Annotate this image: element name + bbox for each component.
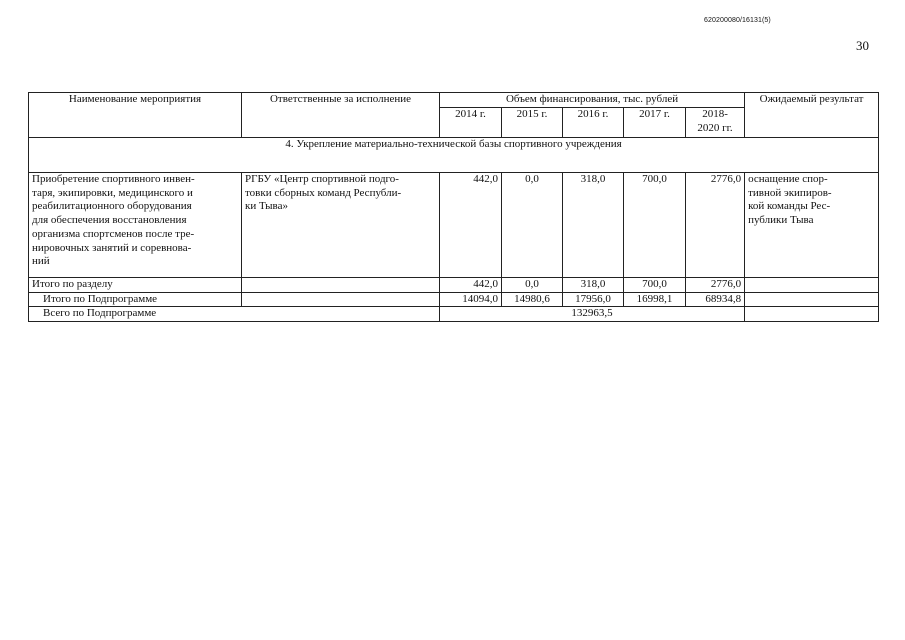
value-cell: 700,0 — [624, 277, 686, 292]
subprogram-total-row — [29, 292, 879, 307]
result-cell: оснащение спор- тивной экипиров- кой команды Рес- публики Тыва — [745, 172, 879, 277]
responsible-cell: РГБУ «Центр спортивной подго- товки сборных команд Республи- ки Тыва» — [242, 172, 440, 277]
header-event: Наименование мероприятия — [29, 93, 242, 138]
funding-table — [28, 92, 879, 322]
table-header-row — [29, 93, 879, 108]
value-cell: 68934,8 — [686, 292, 745, 307]
header-year: 2016 г. — [563, 107, 624, 137]
value-cell: 318,0 — [563, 277, 624, 292]
empty-cell — [745, 277, 879, 292]
section-title: 4. Укрепление материально-технической базы спортивного учреждения — [29, 137, 879, 172]
header-funding: Объем финансирования, тыс. рублей — [440, 93, 745, 108]
subprogram-total-label: Итого по Подпрограмме — [29, 292, 242, 307]
grand-total-value: 132963,5 — [440, 307, 745, 322]
value-cell: 318,0 — [563, 172, 624, 277]
value-cell: 442,0 — [440, 172, 502, 277]
value-cell: 14980,6 — [502, 292, 563, 307]
value-cell: 14094,0 — [440, 292, 502, 307]
value-cell: 0,0 — [502, 277, 563, 292]
empty-cell — [745, 292, 879, 307]
empty-cell — [242, 277, 440, 292]
section-total-row — [29, 277, 879, 292]
header-responsible: Ответственные за исполнение — [242, 93, 440, 138]
value-cell: 17956,0 — [563, 292, 624, 307]
header-result: Ожидаемый результат — [745, 93, 879, 138]
value-cell: 0,0 — [502, 172, 563, 277]
value-cell: 16998,1 — [624, 292, 686, 307]
section-total-label: Итого по разделу — [29, 277, 242, 292]
page-number: 30 — [856, 38, 869, 53]
document-id: 620200080/16131(5) — [704, 17, 771, 24]
empty-cell — [242, 292, 440, 307]
grand-total-row — [29, 307, 879, 322]
header-year: 2014 г. — [440, 107, 502, 137]
table-row — [29, 172, 879, 277]
empty-cell — [745, 307, 879, 322]
event-cell: Приобретение спортивного инвен- таря, экипировки, медицинского и реабилитационного оборудования для обеспечения восстановления организма спортсменов после тре- нировочных занятий и соревнова- ний — [29, 172, 242, 277]
value-cell: 2776,0 — [686, 277, 745, 292]
grand-total-label: Всего по Подпрограмме — [29, 307, 440, 322]
value-cell: 700,0 — [624, 172, 686, 277]
value-cell: 2776,0 — [686, 172, 745, 277]
section-row — [29, 137, 879, 172]
header-year: 2018- 2020 гг. — [686, 107, 745, 137]
header-year: 2017 г. — [624, 107, 686, 137]
header-year: 2015 г. — [502, 107, 563, 137]
value-cell: 442,0 — [440, 277, 502, 292]
